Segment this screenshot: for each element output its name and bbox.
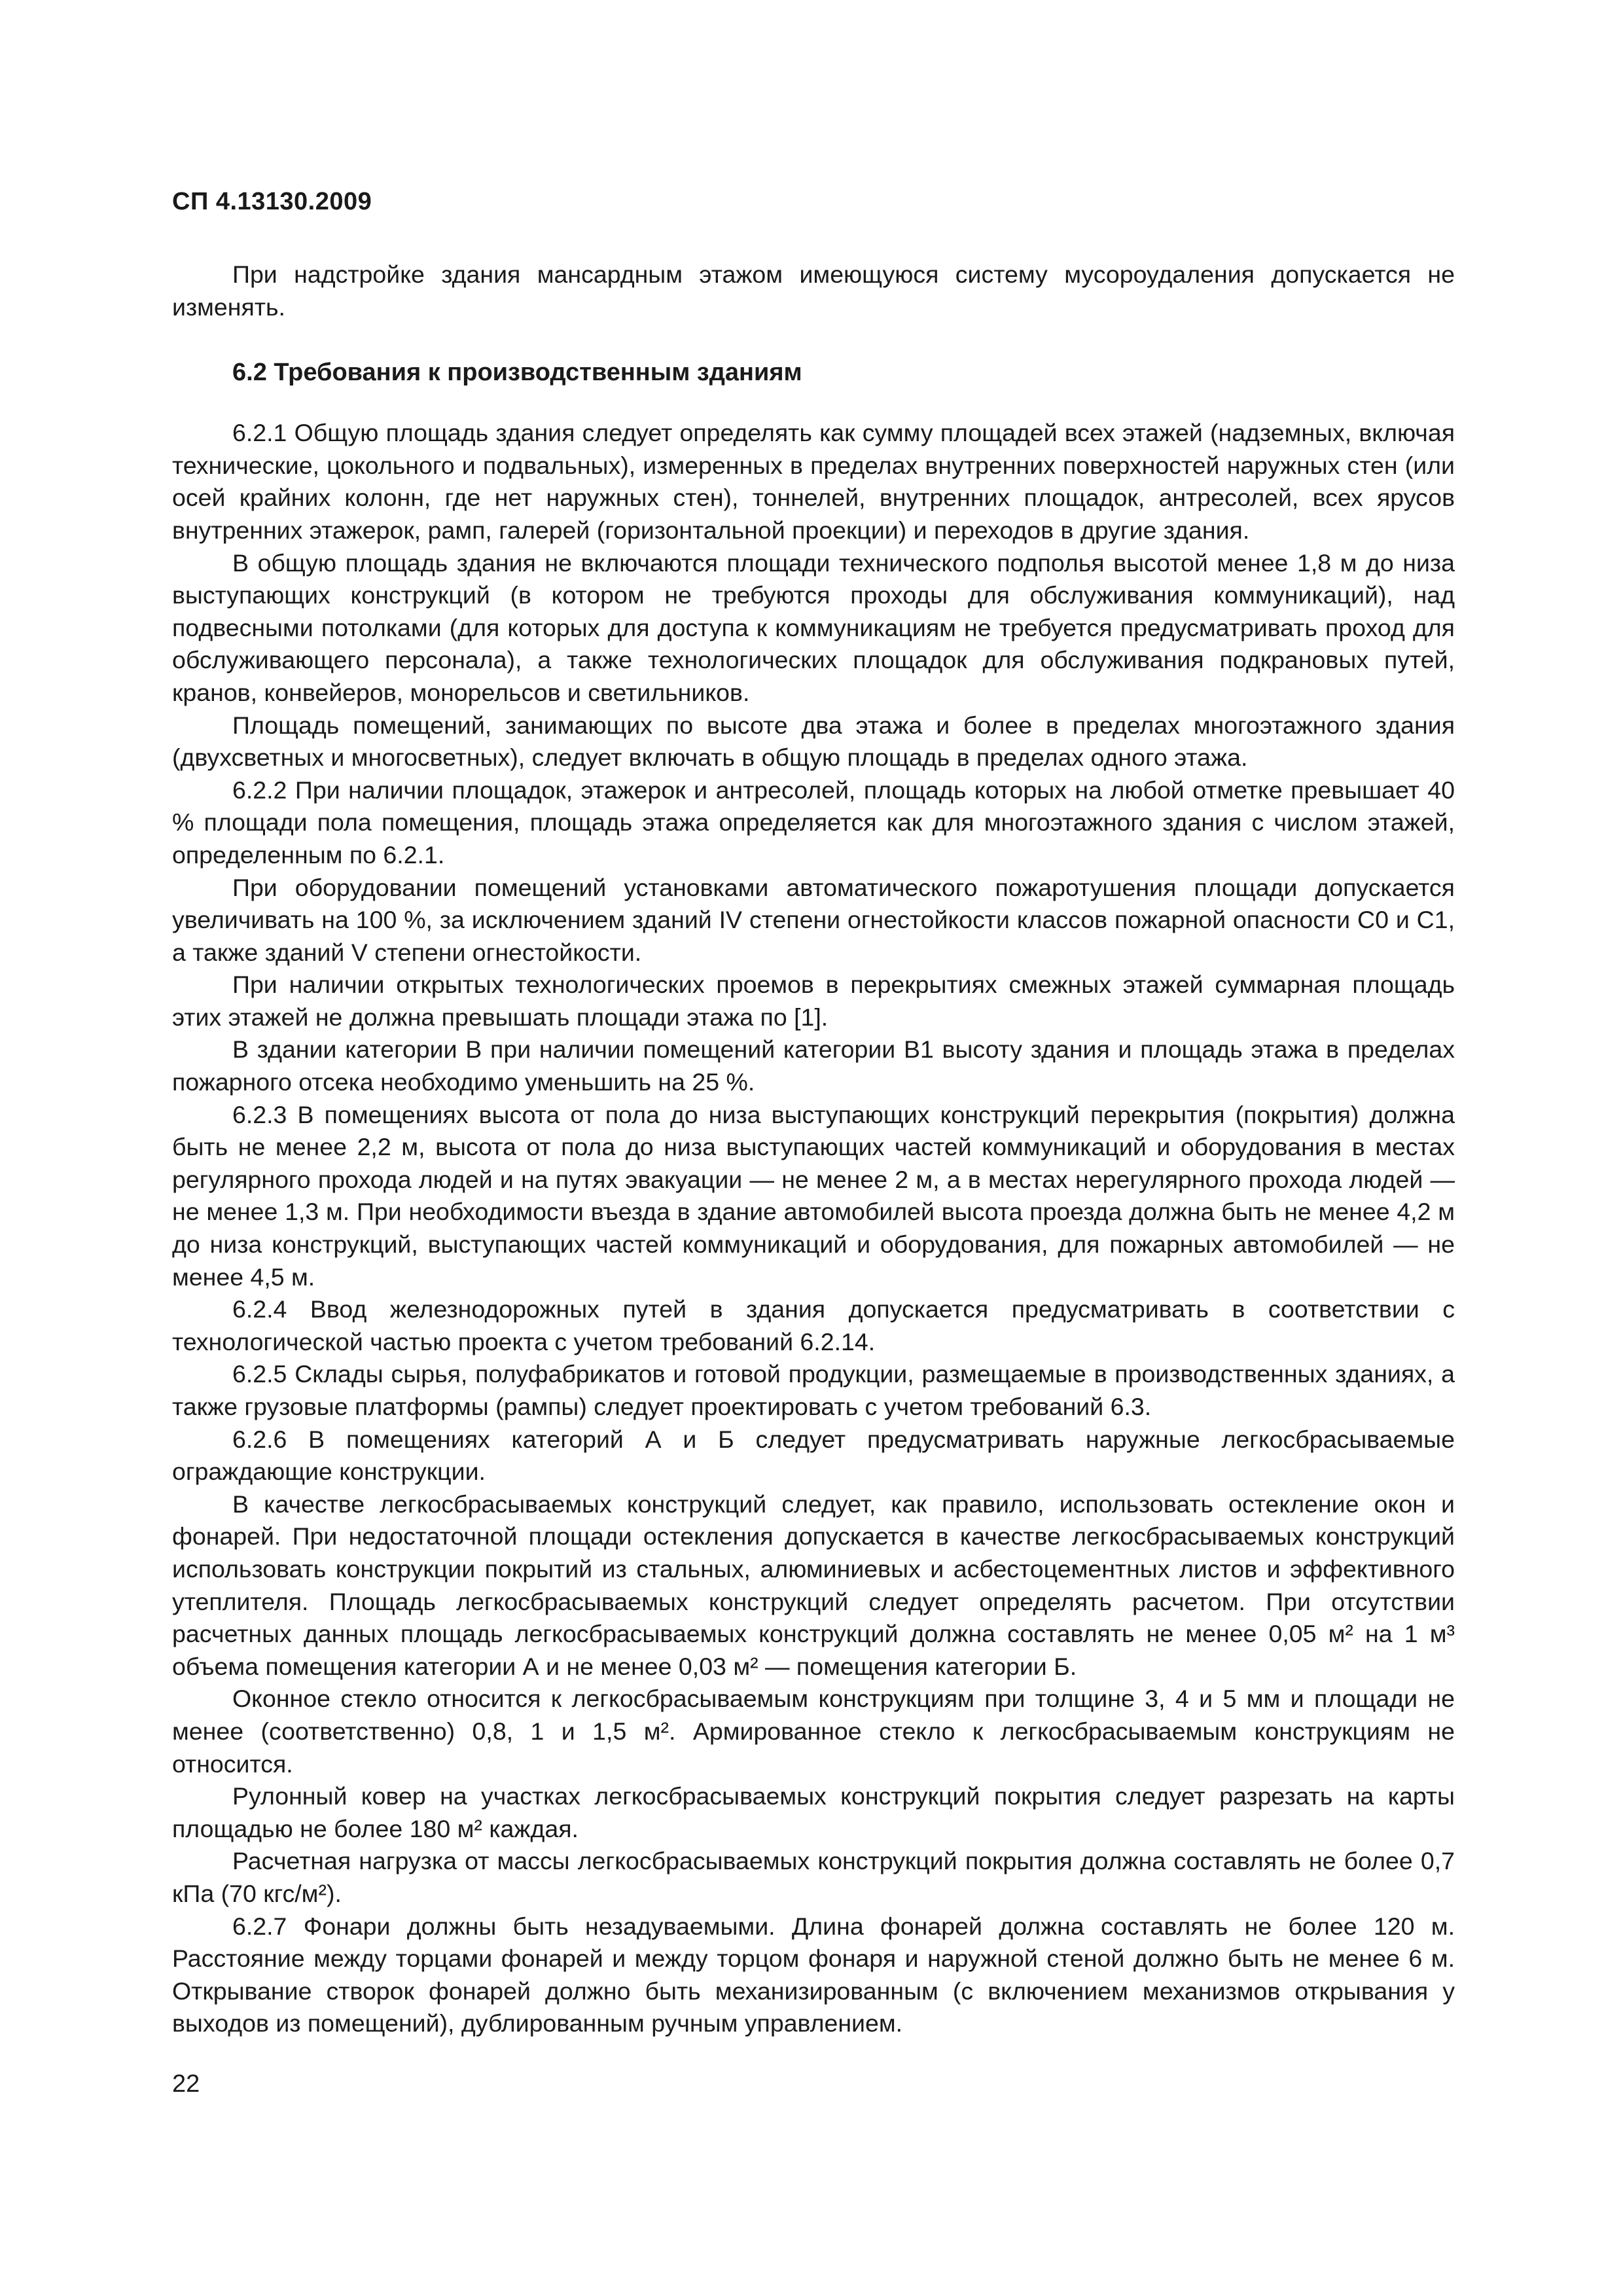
paragraph-6-2-1: 6.2.1 Общую площадь здания следует определять как сумму площадей всех этажей (надземных, включая технические, цокольного и подвальных), измеренных в пределах внутренних поверхностей наружных стен (или осей крайних колонн, где нет наружных стен), тоннелей, внутренних площадок, антресолей, всех ярусов внутренних этажерок, рамп, галерей (горизонтальной проекции) и переходов в другие здания.: [172, 419, 1455, 544]
paragraph-6-2-3: 6.2.3 В помещениях высота от пола до низа выступающих конструкций перекрытия (покрытия) должна быть не менее 2,2 м, высота от пола до низа выступающих частей коммуникаций и оборудования в местах регулярного прохода людей и на путях эвакуации — не менее 2 м, а в местах нерегулярного прохода людей — не менее 1,3 м. При необходимости въезда в здание автомобилей высота проезда должна быть не менее 4,2 м до низа конструкций, выступающих частей коммуникаций и оборудования, для пожарных автомобилей — не менее 4,5 м.: [172, 1100, 1455, 1291]
paragraph-6-2-7: 6.2.7 Фонари должны быть незадуваемыми. Длина фонарей должна составлять не более 120 м. Расстояние между торцами фонарей и между торцом фонаря и наружной стеной должно быть не менее 6 м. Открывание створок фонарей должно быть механизированным (с включением механизмов открывания у выходов из помещений), дублированным ручным управлением.: [172, 1912, 1455, 2037]
paragraph-open-openings: При наличии открытых технологических проемов в перекрытиях смежных этажей суммарная площадь этих этажей не должна превышать площади этажа по [1].: [172, 971, 1455, 1031]
paragraph-window-glass: Оконное стекло относится к легкосбрасываемым конструкциям при толщине 3, 4 и 5 мм и площади не менее (соответственно) 0,8, 1 и 1,5 м². Армированное стекло к легкосбрасываемым конструкциям не относится.: [172, 1685, 1455, 1778]
paragraph-category-v1: В здании категории В при наличии помещений категории В1 высоту здания и площадь этажа в пределах пожарного отсека необходимо уменьшить на 25 %.: [172, 1035, 1455, 1096]
paragraph-roll-carpet: Рулонный ковер на участках легкосбрасываемых конструкций покрытия следует разрезать на карты площадью не более 180 м² каждая.: [172, 1782, 1455, 1842]
paragraph-attic-note: При надстройке здания мансардным этажом имеющуюся систему мусороудаления допускается не изменять.: [172, 260, 1455, 321]
paragraph-light-constructions: В качестве легкосбрасываемых конструкций следует, как правило, использовать остекление окон и фонарей. При недостаточной площади остекления допускается в качестве легкосбрасываемых конструкций использовать конструкции покрытий из стальных, алюминиевых и асбестоцементных листов и эффективного утеплителя. Площадь легкосбрасываемых конструкций следует определять расчетом. При отсутствии расчетных данных площадь легкосбрасываемых конструкций должна составлять не менее 0,05 м² на 1 м³ объема помещения категории А и не менее 0,03 м² — помещения категории Б.: [172, 1490, 1455, 1680]
paragraph-6-2-2: 6.2.2 При наличии площадок, этажерок и антресолей, площадь которых на любой отметке превышает 40 % площади пола помещения, площадь этажа определяется как для многоэтажного здания с числом этажей, определенным по 6.2.1.: [172, 776, 1455, 869]
paragraph-6-2-5: 6.2.5 Склады сырья, полуфабрикатов и готовой продукции, размещаемые в производственных зданиях, а также грузовые платформы (рампы) следует проектировать с учетом требований 6.3.: [172, 1360, 1455, 1420]
paragraph-multi-light-rooms: Площадь помещений, занимающих по высоте два этажа и более в пределах многоэтажного здания (двухсветных и многосветных), следует включать в общую площадь в пределах одного этажа.: [172, 711, 1455, 772]
paragraph-design-load: Расчетная нагрузка от массы легкосбрасываемых конструкций покрытия должна составлять не более 0,7 кПа (70 кгс/м²).: [172, 1847, 1455, 1907]
section-heading: 6.2 Требования к производственным зданиям: [232, 359, 802, 387]
paragraph-fire-suppression: При оборудовании помещений установками автоматического пожаротушения площади допускается увеличивать на 100 %, за исключением зданий IV степени огнестойкости классов пожарной опасности С0 и С1, а также зданий V степени огнестойкости.: [172, 873, 1455, 966]
paragraph-area-exclusions: В общую площадь здания не включаются площади технического подполья высотой менее 1,8 м до низа выступающих конструкций (в котором не требуются проходы для обслуживания коммуникаций), над подвесными потолками (для которых для доступа к коммуникациям не требуется предусматривать проход для обслуживающего персонала), а также технологических площадок для обслуживания подкрановых путей, кранов, конвейеров, монорельсов и светильников.: [172, 548, 1455, 706]
document-body: [172, 259, 1455, 2040]
document-code-header: СП 4.13130.2009: [172, 188, 372, 215]
paragraph-6-2-4: 6.2.4 Ввод железнодорожных путей в здания допускается предусматривать в соответствии с технологической частью проекта с учетом требований 6.2.14.: [172, 1295, 1455, 1355]
page-number: 22: [172, 2070, 200, 2098]
paragraph-6-2-6: 6.2.6 В помещениях категорий А и Б следует предусматривать наружные легкосбрасываемые ограждающие конструкции.: [172, 1425, 1455, 1486]
